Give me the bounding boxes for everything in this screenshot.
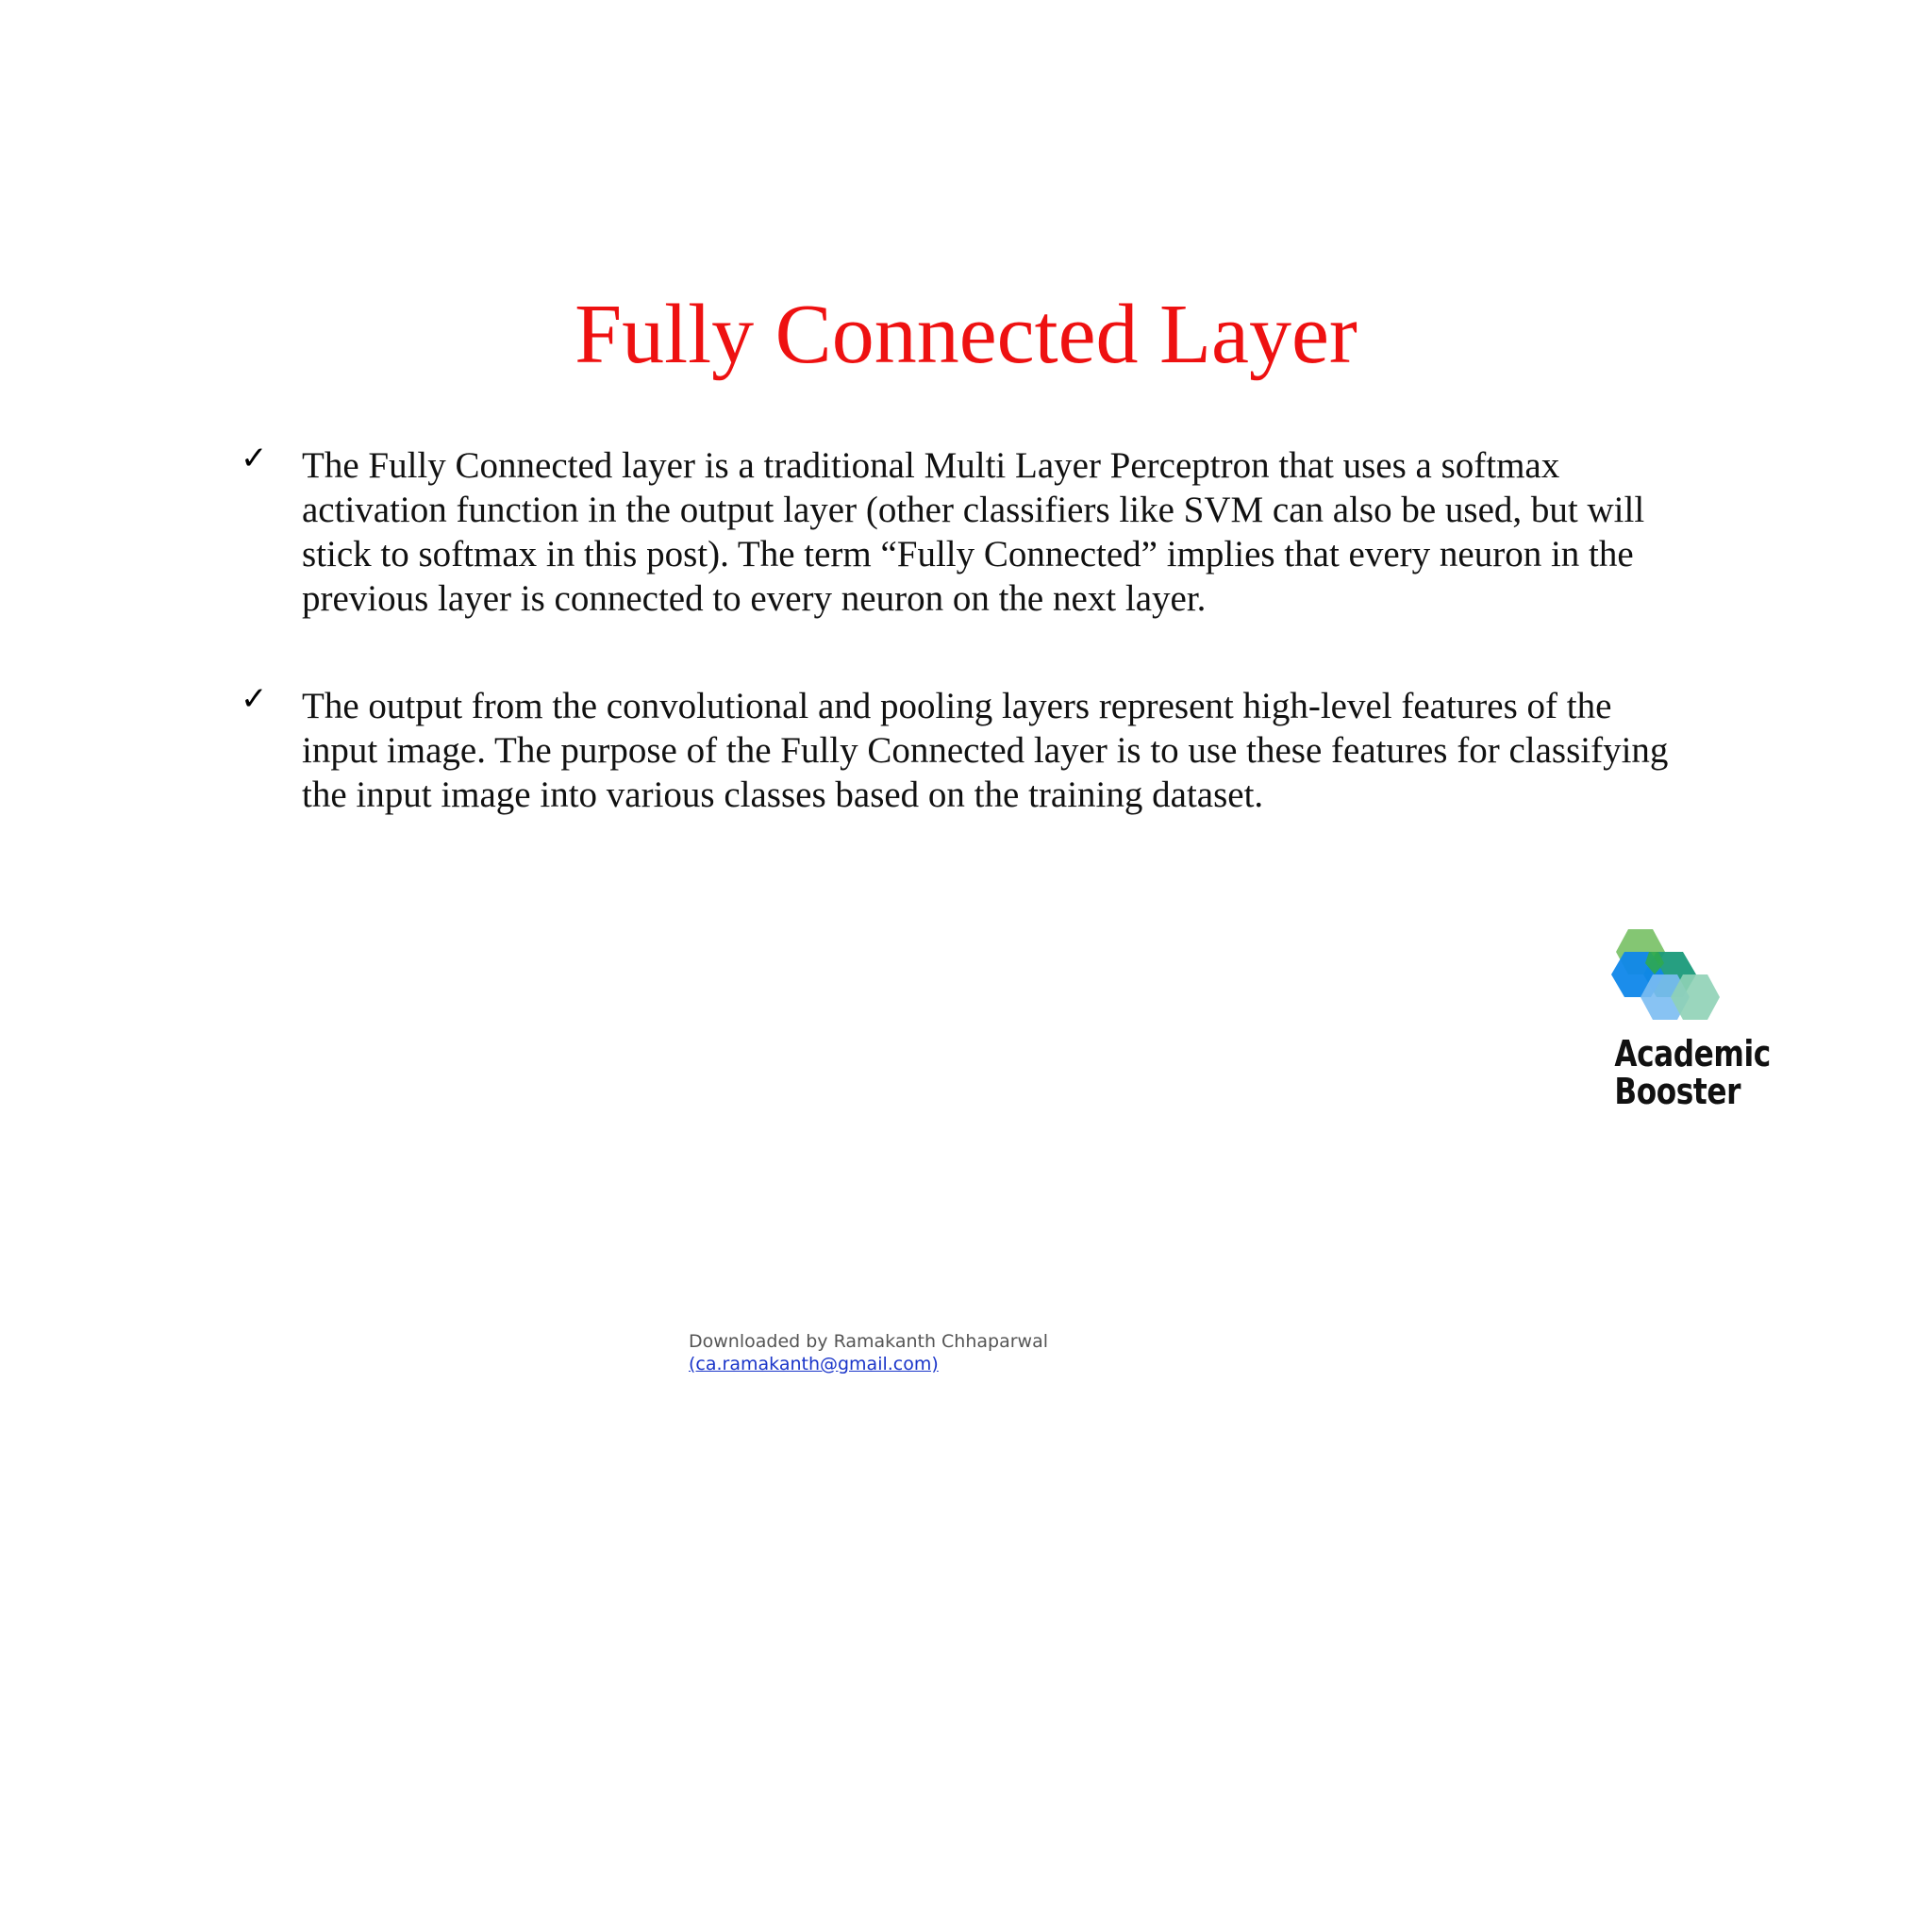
bullet-text: The Fully Connected layer is a traditional Multi Layer Perceptron that uses a softmax activation function in the output layer (other classifiers like SVM can also be used, but will stick to softmax in this post). The term “Fully Connected” implies that every neuron in the previous layer is connected to every neuron on the next layer.: [302, 445, 1645, 619]
bullet-list: [241, 440, 1674, 880]
email-link[interactable]: (ca.ramakanth@gmail.com): [689, 1354, 939, 1374]
download-note: [689, 1330, 1048, 1375]
hexagon-logo-icon: [1611, 929, 1739, 1028]
bullet-text: The output from the convolutional and pooling layers represent high-level features of the input image. The purpose of the Fully Connected layer is to use these features for classifying the input image into various classes based on the training dataset.: [302, 686, 1669, 815]
checkmark-icon: ✓: [241, 680, 268, 718]
bullet-item: [241, 440, 1674, 621]
logo-line-2: Booster: [1614, 1071, 1741, 1112]
logo-text: [1614, 1033, 1771, 1112]
logo-line-1: Academic: [1614, 1033, 1771, 1074]
downloaded-by-text: Downloaded by Ramakanth Chhaparwal: [689, 1331, 1049, 1352]
slide-title: Fully Connected Layer: [575, 288, 1357, 381]
bullet-item: [241, 680, 1674, 817]
checkmark-icon: ✓: [241, 440, 268, 477]
academic-booster-logo: [1601, 929, 1771, 1118]
